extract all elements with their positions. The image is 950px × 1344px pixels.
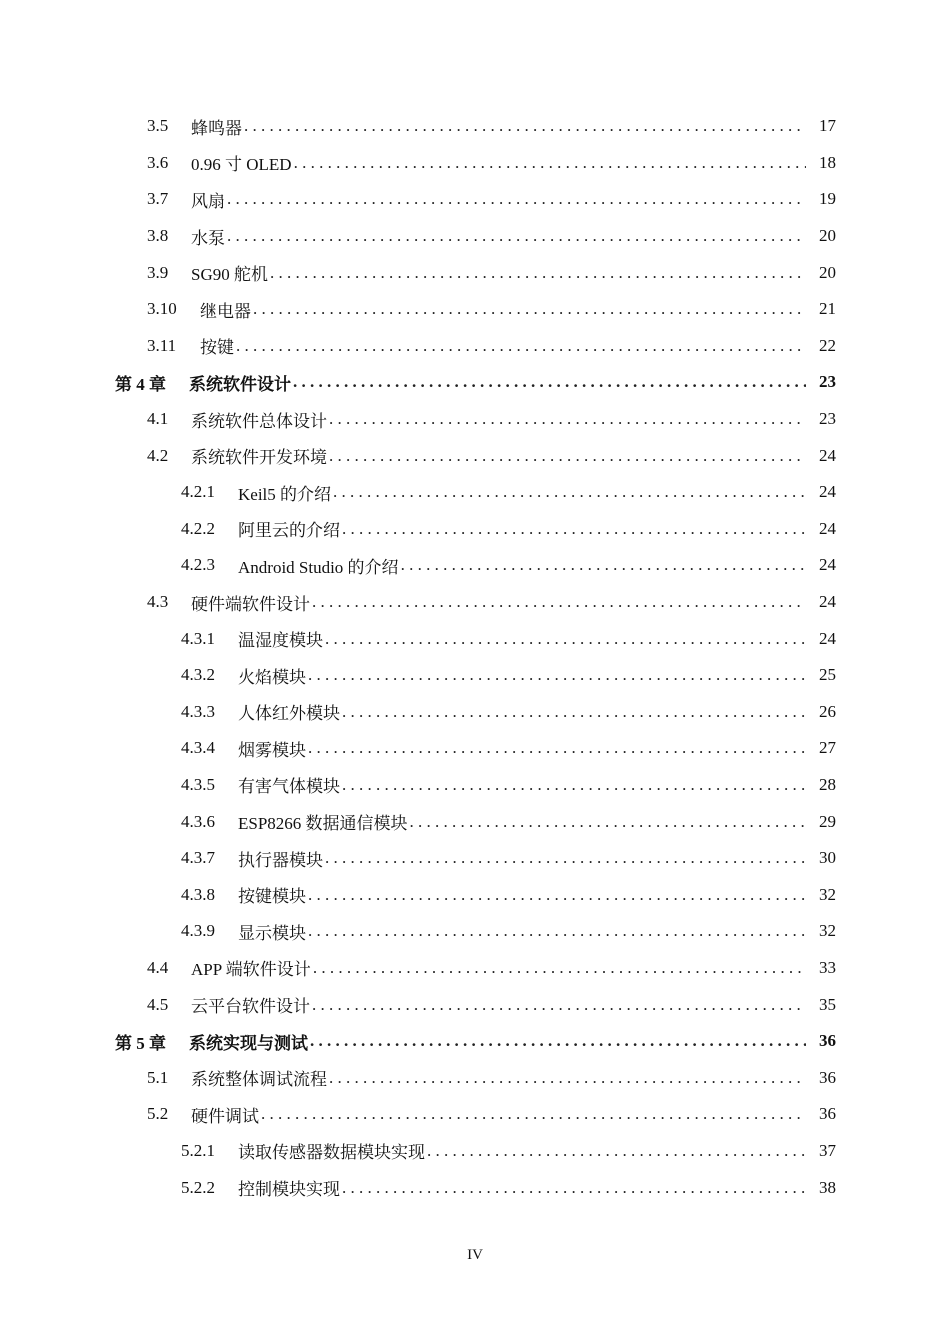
dot-leader xyxy=(308,885,806,905)
toc-entry-title: SG90 舵机 xyxy=(191,265,268,285)
toc-entry[interactable] xyxy=(0,584,950,621)
toc-entry-title: 水泵 xyxy=(191,228,225,248)
toc-entry-number: 4.3.7 xyxy=(181,848,215,868)
toc-entry-page: 32 xyxy=(819,921,836,941)
toc-entry-number: 3.5 xyxy=(147,116,169,136)
toc-entry[interactable] xyxy=(0,291,950,328)
toc-entry-number: 4.3.1 xyxy=(181,628,215,648)
toc-entry-page: 38 xyxy=(819,1177,836,1197)
toc-entry-number: 4.2.2 xyxy=(181,518,215,538)
dot-leader xyxy=(410,812,806,832)
toc-entry[interactable] xyxy=(0,1096,950,1133)
dot-leader xyxy=(244,116,806,136)
toc-entry[interactable] xyxy=(0,840,950,877)
toc-entry-number: 3.6 xyxy=(147,152,169,172)
toc-entry-title: APP 端软件设计 xyxy=(191,960,311,980)
toc-entry[interactable] xyxy=(0,913,950,950)
toc-entry[interactable] xyxy=(0,730,950,767)
toc-entry-title: 蜂鸣器 xyxy=(191,118,242,138)
toc-entry-title: 显示模块 xyxy=(238,923,306,943)
toc-entry-page: 24 xyxy=(819,628,836,648)
dot-leader xyxy=(236,336,806,356)
toc-entry[interactable] xyxy=(0,803,950,840)
toc-entry-number: 4.3.6 xyxy=(181,811,215,831)
toc-entry-number: 4.3.9 xyxy=(181,921,215,941)
toc-entry-title: 烟雾模块 xyxy=(238,740,306,760)
toc-entry-page: 24 xyxy=(819,482,836,502)
toc-entry-page: 25 xyxy=(819,665,836,685)
toc-entry-number: 第 5 章 xyxy=(115,1033,166,1053)
toc-entry-title: 阿里云的介绍 xyxy=(238,521,340,541)
toc-entry-title: 按键模块 xyxy=(238,887,306,907)
toc-entry-number: 4.4 xyxy=(147,957,169,977)
toc-entry-title: 按键 xyxy=(200,338,234,358)
toc-entry-number: 4.2 xyxy=(147,445,169,465)
toc-entry-number: 4.3.2 xyxy=(181,665,215,685)
toc-entry-page: 24 xyxy=(819,518,836,538)
toc-entry-number: 3.8 xyxy=(147,226,169,246)
dot-leader xyxy=(308,921,806,941)
toc-entry-number: 5.2.2 xyxy=(181,1177,215,1197)
toc-entry-title: Android Studio 的介绍 xyxy=(238,557,399,577)
toc-entry-page: 27 xyxy=(819,738,836,758)
dot-leader xyxy=(227,189,806,209)
toc-entry-number: 3.10 xyxy=(147,299,177,319)
toc-entry[interactable] xyxy=(0,145,950,182)
toc-entry-page: 19 xyxy=(819,189,836,209)
toc-entry-number: 3.11 xyxy=(147,335,177,355)
toc-entry-number: 4.5 xyxy=(147,994,169,1014)
toc-entry[interactable] xyxy=(0,876,950,913)
dot-leader xyxy=(270,263,806,283)
toc-entry[interactable] xyxy=(0,986,950,1023)
toc-entry[interactable] xyxy=(0,657,950,694)
dot-leader xyxy=(427,1141,806,1161)
dot-leader xyxy=(261,1104,806,1124)
toc-entry[interactable] xyxy=(0,950,950,987)
toc-entry-title: 硬件调试 xyxy=(191,1106,259,1126)
table-of-contents xyxy=(0,108,950,1206)
dot-leader xyxy=(342,775,806,795)
page-number: IV xyxy=(467,1247,483,1263)
toc-entry-page: 20 xyxy=(819,262,836,282)
dot-leader xyxy=(312,592,806,612)
toc-entry[interactable] xyxy=(0,474,950,511)
toc-entry-title: 有害气体模块 xyxy=(238,777,340,797)
toc-entry-title: 读取传感器数据模块实现 xyxy=(238,1143,425,1163)
toc-entry-number: 4.2.1 xyxy=(181,482,215,502)
dot-leader xyxy=(310,1031,806,1051)
toc-entry-page: 36 xyxy=(819,1067,836,1087)
dot-leader xyxy=(329,1068,806,1088)
toc-entry-page: 24 xyxy=(819,555,836,575)
dot-leader xyxy=(325,848,806,868)
dot-leader xyxy=(253,299,806,319)
toc-entry-title: 系统实现与测试 xyxy=(189,1033,308,1053)
toc-entry-title: 系统软件总体设计 xyxy=(191,411,327,431)
dot-leader xyxy=(308,665,806,685)
toc-entry[interactable] xyxy=(0,767,950,804)
toc-entry[interactable] xyxy=(0,1059,950,1096)
toc-entry-title: 系统软件设计 xyxy=(189,374,291,394)
toc-entry-title: 控制模块实现 xyxy=(238,1180,340,1200)
dot-leader xyxy=(342,702,806,722)
toc-entry-page: 36 xyxy=(819,1104,836,1124)
toc-entry[interactable] xyxy=(0,254,950,291)
toc-entry-title: 执行器模块 xyxy=(238,850,323,870)
toc-entry[interactable] xyxy=(0,511,950,548)
toc-entry-number: 3.7 xyxy=(147,189,169,209)
toc-entry-number: 3.9 xyxy=(147,262,169,282)
dot-leader xyxy=(308,738,806,758)
toc-entry-page: 23 xyxy=(819,372,836,392)
toc-entry-page: 24 xyxy=(819,592,836,612)
toc-entry-number: 4.2.3 xyxy=(181,555,215,575)
toc-entry-title: 温湿度模块 xyxy=(238,631,323,651)
toc-entry-title: 0.96 寸 OLED xyxy=(191,155,292,175)
toc-entry-title: Keil5 的介绍 xyxy=(238,484,332,504)
toc-entry-title: 系统整体调试流程 xyxy=(191,1070,327,1090)
dot-leader xyxy=(312,995,806,1015)
dot-leader xyxy=(342,1178,806,1198)
toc-entry-page: 29 xyxy=(819,811,836,831)
toc-entry-number: 4.3.8 xyxy=(181,884,215,904)
toc-entry-page: 22 xyxy=(819,335,836,355)
toc-entry-page: 33 xyxy=(819,957,836,977)
toc-entry[interactable] xyxy=(0,328,950,365)
toc-entry-page: 17 xyxy=(819,116,836,136)
toc-entry[interactable] xyxy=(0,401,950,438)
toc-entry-number: 5.2.1 xyxy=(181,1140,215,1160)
toc-entry-page: 28 xyxy=(819,774,836,794)
dot-leader xyxy=(342,519,806,539)
toc-entry-number: 4.3.4 xyxy=(181,738,215,758)
toc-entry-number: 5.1 xyxy=(147,1067,169,1087)
toc-entry[interactable] xyxy=(0,218,950,255)
toc-entry-page: 20 xyxy=(819,226,836,246)
toc-entry[interactable] xyxy=(0,1169,950,1206)
toc-entry-number: 4.1 xyxy=(147,409,169,429)
toc-entry-page: 36 xyxy=(819,1031,836,1051)
toc-entry[interactable] xyxy=(0,694,950,731)
toc-entry-title: 人体红外模块 xyxy=(238,704,340,724)
dot-leader xyxy=(293,372,806,392)
toc-entry-title: ESP8266 数据通信模块 xyxy=(238,814,408,834)
toc-entry[interactable] xyxy=(0,1133,950,1170)
toc-entry-number: 5.2 xyxy=(147,1104,169,1124)
toc-entry-title: 继电器 xyxy=(200,301,251,321)
toc-entry-page: 18 xyxy=(819,152,836,172)
toc-entry-title: 火焰模块 xyxy=(238,667,306,687)
dot-leader xyxy=(401,555,806,575)
dot-leader xyxy=(329,446,806,466)
toc-entry-number: 4.3 xyxy=(147,592,169,612)
toc-entry-title: 云平台软件设计 xyxy=(191,997,310,1017)
toc-entry-number: 4.3.3 xyxy=(181,701,215,721)
dot-leader xyxy=(294,153,806,173)
toc-entry-page: 24 xyxy=(819,445,836,465)
toc-entry-number: 第 4 章 xyxy=(115,374,166,394)
toc-entry-page: 21 xyxy=(819,299,836,319)
toc-entry[interactable] xyxy=(0,108,950,145)
toc-entry-title: 风扇 xyxy=(191,191,225,211)
toc-entry[interactable] xyxy=(0,437,950,474)
toc-entry-number: 4.3.5 xyxy=(181,774,215,794)
toc-entry-title: 硬件端软件设计 xyxy=(191,594,310,614)
toc-entry[interactable] xyxy=(0,181,950,218)
toc-entry-page: 32 xyxy=(819,884,836,904)
toc-entry-page: 26 xyxy=(819,701,836,721)
toc-entry-page: 35 xyxy=(819,994,836,1014)
dot-leader xyxy=(333,482,806,502)
toc-entry-page: 23 xyxy=(819,409,836,429)
toc-entry[interactable] xyxy=(0,620,950,657)
toc-entry-page: 37 xyxy=(819,1140,836,1160)
dot-leader xyxy=(227,226,806,246)
toc-chapter-entry[interactable] xyxy=(0,364,950,401)
dot-leader xyxy=(313,958,806,978)
toc-entry-page: 30 xyxy=(819,848,836,868)
dot-leader xyxy=(325,629,806,649)
dot-leader xyxy=(329,409,806,429)
toc-entry-title: 系统软件开发环境 xyxy=(191,448,327,468)
toc-entry[interactable] xyxy=(0,547,950,584)
toc-chapter-entry[interactable] xyxy=(0,1023,950,1060)
